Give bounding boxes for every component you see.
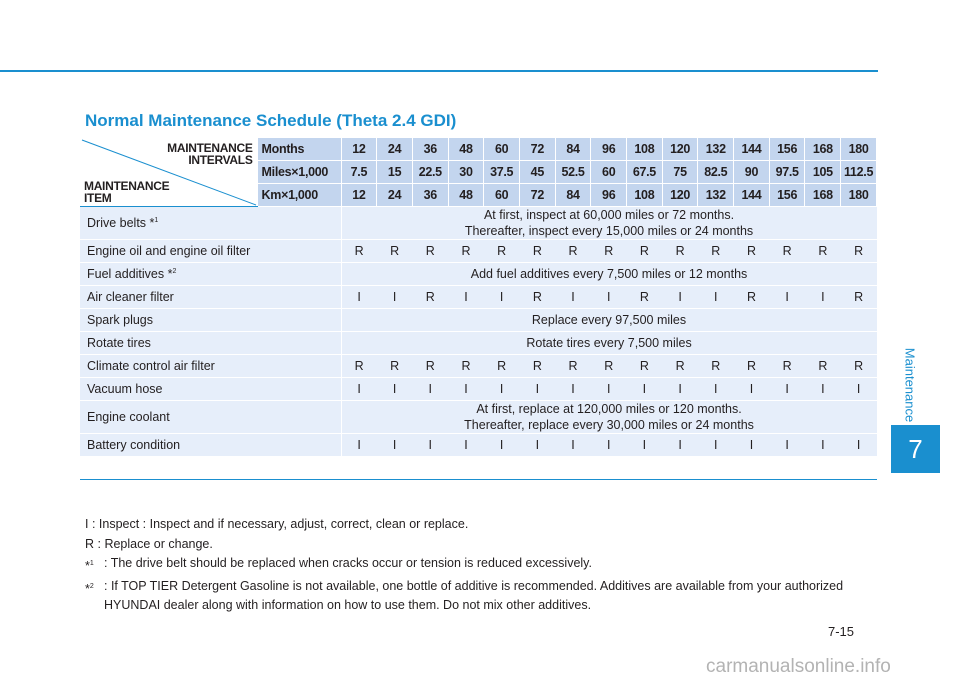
header-cell: 24 xyxy=(377,184,413,207)
header-cell: 36 xyxy=(412,184,448,207)
table-row xyxy=(80,355,877,378)
header-cell: 60 xyxy=(484,138,520,161)
schedule-cell: R xyxy=(698,355,734,378)
schedule-cell: I xyxy=(662,378,698,401)
row-item-label: Rotate tires xyxy=(87,336,151,350)
schedule-cell: R xyxy=(841,240,877,263)
schedule-cell: R xyxy=(734,286,770,309)
schedule-cell: I xyxy=(377,378,413,401)
schedule-cell: R xyxy=(698,240,734,263)
schedule-cell: R xyxy=(484,355,520,378)
legend-replace: R : Replace or change. xyxy=(85,536,213,551)
schedule-cell: R xyxy=(484,240,520,263)
schedule-cell: R xyxy=(555,355,591,378)
schedule-cell: I xyxy=(627,434,663,457)
header-cell: 144 xyxy=(734,138,770,161)
header-cell: 144 xyxy=(734,184,770,207)
schedule-cell: R xyxy=(341,240,377,263)
schedule-cell: I xyxy=(698,378,734,401)
schedule-cell: I xyxy=(412,378,448,401)
table-row xyxy=(80,309,877,332)
schedule-cell: R xyxy=(341,355,377,378)
schedule-cell: R xyxy=(448,240,484,263)
schedule-cell: R xyxy=(448,355,484,378)
schedule-cell: R xyxy=(519,240,555,263)
schedule-cell: R xyxy=(591,240,627,263)
header-cell: 84 xyxy=(555,184,591,207)
schedule-cell: I xyxy=(662,434,698,457)
page-title: Normal Maintenance Schedule (Theta 2.4 GDI) xyxy=(85,111,457,130)
footnote-2-mark: * xyxy=(85,581,90,596)
row-item xyxy=(80,434,341,457)
maintenance-schedule-table xyxy=(80,138,877,480)
schedule-cell: I xyxy=(484,286,520,309)
table-row xyxy=(80,207,877,240)
row-note: At first, inspect at 60,000 miles or 72 months. Thereafter, inspect every 15,000 miles or 24 months xyxy=(341,207,876,240)
row-item-label: Air cleaner filter xyxy=(87,290,174,304)
footnote-1-mark: * xyxy=(85,559,90,574)
table-row xyxy=(80,263,877,286)
row-item-label: Spark plugs xyxy=(87,313,154,327)
row-item xyxy=(80,378,341,401)
schedule-cell: R xyxy=(662,240,698,263)
schedule-cell: I xyxy=(412,434,448,457)
schedule-cell: R xyxy=(841,355,877,378)
schedule-cell: I xyxy=(591,434,627,457)
schedule-cell: I xyxy=(484,434,520,457)
schedule-cell: I xyxy=(734,434,770,457)
header-cell: 60 xyxy=(484,184,520,207)
legend-inspect: I : Inspect : Inspect and if necessary, adjust, correct, clean or replace. xyxy=(85,517,469,531)
schedule-cell: I xyxy=(341,434,377,457)
header-cell: 22.5 xyxy=(412,161,448,184)
row-item-label: Fuel additives * xyxy=(87,267,173,281)
header-cell: 37.5 xyxy=(484,161,520,184)
header-cell: 72 xyxy=(519,138,555,161)
schedule-cell: I xyxy=(448,378,484,401)
header-cell: 75 xyxy=(662,161,698,184)
corner-item-label: MAINTENANCE ITEM xyxy=(84,179,170,205)
header-cell: 84 xyxy=(555,138,591,161)
header-row-label: Months xyxy=(257,138,341,161)
schedule-cell: I xyxy=(519,434,555,457)
row-item-label: Climate control air filter xyxy=(87,359,215,373)
row-note: Add fuel additives every 7,500 miles or 12 months xyxy=(341,263,876,286)
section-tab-label: Maintenance xyxy=(902,347,918,423)
row-item-footnote: 1 xyxy=(154,216,159,224)
schedule-cell: I xyxy=(448,434,484,457)
header-cell: 132 xyxy=(698,184,734,207)
header-cell: 108 xyxy=(627,138,663,161)
schedule-cell: I xyxy=(377,286,413,309)
schedule-cell: I xyxy=(769,378,805,401)
schedule-cell: I xyxy=(555,378,591,401)
header-cell: 120 xyxy=(662,138,698,161)
schedule-cell: R xyxy=(627,240,663,263)
schedule-cell: I xyxy=(377,434,413,457)
header-cell: 105 xyxy=(805,161,841,184)
table-row xyxy=(80,378,877,401)
schedule-cell: I xyxy=(448,286,484,309)
row-item xyxy=(80,332,341,355)
schedule-cell: R xyxy=(734,240,770,263)
schedule-cell: R xyxy=(591,355,627,378)
top-rule xyxy=(0,70,878,72)
schedule-cell: R xyxy=(519,355,555,378)
header-row-label: Miles×1,000 xyxy=(257,161,341,184)
schedule-cell: R xyxy=(805,240,841,263)
schedule-cell: R xyxy=(734,355,770,378)
schedule-cell: R xyxy=(377,240,413,263)
schedule-cell: I xyxy=(805,378,841,401)
table-row xyxy=(80,401,877,434)
row-item xyxy=(80,355,341,378)
row-item-label: Engine oil and engine oil filter xyxy=(87,244,251,258)
table-row xyxy=(80,240,877,263)
schedule-cell: R xyxy=(662,355,698,378)
row-note: Rotate tires every 7,500 miles xyxy=(341,332,876,355)
schedule-cell: R xyxy=(412,286,448,309)
footnote-1-text: : The drive belt should be replaced when cracks occur or tension is reduced excessively. xyxy=(104,556,592,570)
header-cell: 24 xyxy=(377,138,413,161)
header-cell: 60 xyxy=(591,161,627,184)
schedule-cell: I xyxy=(841,434,877,457)
row-item xyxy=(80,263,341,286)
header-cell: 90 xyxy=(734,161,770,184)
schedule-cell: I xyxy=(805,434,841,457)
row-note: Replace every 97,500 miles xyxy=(341,309,876,332)
header-cell: 108 xyxy=(627,184,663,207)
schedule-cell: I xyxy=(591,378,627,401)
schedule-cell: R xyxy=(519,286,555,309)
schedule-cell: R xyxy=(841,286,877,309)
header-cell: 112.5 xyxy=(841,161,877,184)
section-tab xyxy=(895,340,925,430)
header-cell: 156 xyxy=(769,138,805,161)
header-cell: 168 xyxy=(805,184,841,207)
row-item-label: Battery condition xyxy=(87,438,181,452)
chapter-number-badge: 7 xyxy=(891,425,940,473)
header-cell: 180 xyxy=(841,184,877,207)
row-note: At first, replace at 120,000 miles or 120 months. Thereafter, replace every 30,000 miles or 24 months xyxy=(341,401,876,434)
table-row xyxy=(80,286,877,309)
schedule-cell: I xyxy=(519,378,555,401)
header-cell: 156 xyxy=(769,184,805,207)
schedule-cell: R xyxy=(805,355,841,378)
legend xyxy=(85,515,875,616)
row-item xyxy=(80,401,341,434)
header-cell: 12 xyxy=(341,138,377,161)
schedule-cell: R xyxy=(627,286,663,309)
schedule-cell: I xyxy=(591,286,627,309)
row-item-footnote: 2 xyxy=(172,267,177,275)
schedule-cell: I xyxy=(662,286,698,309)
page-number: 7-15 xyxy=(828,624,855,639)
schedule-cell: I xyxy=(805,286,841,309)
header-cell: 168 xyxy=(805,138,841,161)
schedule-cell: R xyxy=(412,355,448,378)
header-cell: 12 xyxy=(341,184,377,207)
schedule-cell: I xyxy=(698,434,734,457)
header-corner xyxy=(80,138,257,207)
footnote-1-sup: 1 xyxy=(89,560,94,567)
row-item xyxy=(80,309,341,332)
schedule-cell: R xyxy=(769,355,805,378)
header-cell: 30 xyxy=(448,161,484,184)
row-item-label: Drive belts * xyxy=(87,216,155,230)
row-item xyxy=(80,286,341,309)
header-cell: 7.5 xyxy=(341,161,377,184)
schedule-cell: I xyxy=(734,378,770,401)
header-row xyxy=(80,138,877,161)
footnote-2-text: : If TOP TIER Detergent Gasoline is not available, one bottle of additive is recommended. Additives are available from your authorized HYUNDAI dealer along with information on how to use them. Do not mix other additives. xyxy=(104,578,844,613)
row-item-label: Engine coolant xyxy=(87,410,170,424)
schedule-cell: I xyxy=(627,378,663,401)
header-cell: 132 xyxy=(698,138,734,161)
schedule-cell: I xyxy=(555,286,591,309)
table-row xyxy=(80,332,877,355)
schedule-cell: I xyxy=(698,286,734,309)
footnote-2-sup: 2 xyxy=(89,582,94,590)
footnote-2 xyxy=(85,577,875,616)
schedule-cell: R xyxy=(627,355,663,378)
header-cell: 67.5 xyxy=(627,161,663,184)
schedule-cell: I xyxy=(341,378,377,401)
header-cell: 15 xyxy=(377,161,413,184)
header-cell: 45 xyxy=(519,161,555,184)
row-item xyxy=(80,240,341,263)
footnote-1 xyxy=(85,554,875,577)
table-bottom-rule xyxy=(80,457,877,480)
schedule-cell: I xyxy=(769,286,805,309)
schedule-cell: I xyxy=(841,378,877,401)
header-cell: 48 xyxy=(448,138,484,161)
header-cell: 82.5 xyxy=(698,161,734,184)
schedule-cell: I xyxy=(341,286,377,309)
header-row-label: Km×1,000 xyxy=(257,184,341,207)
table-bottom-rule-cell xyxy=(80,457,877,480)
watermark: carmanualsonline.info xyxy=(706,656,891,677)
corner-intervals-label: MAINTENANCE INTERVALS xyxy=(167,141,253,167)
header-cell: 36 xyxy=(412,138,448,161)
header-cell: 180 xyxy=(841,138,877,161)
schedule-cell: R xyxy=(769,240,805,263)
schedule-cell: R xyxy=(555,240,591,263)
header-cell: 96 xyxy=(591,184,627,207)
header-cell: 52.5 xyxy=(555,161,591,184)
header-cell: 48 xyxy=(448,184,484,207)
header-cell: 96 xyxy=(591,138,627,161)
schedule-cell: I xyxy=(484,378,520,401)
table-row xyxy=(80,434,877,457)
header-cell: 120 xyxy=(662,184,698,207)
schedule-cell: I xyxy=(769,434,805,457)
row-item-label: Vacuum hose xyxy=(87,382,163,396)
schedule-cell: I xyxy=(555,434,591,457)
schedule-cell: R xyxy=(412,240,448,263)
header-cell: 72 xyxy=(519,184,555,207)
row-item xyxy=(80,207,341,240)
schedule-cell: R xyxy=(377,355,413,378)
header-cell: 97.5 xyxy=(769,161,805,184)
